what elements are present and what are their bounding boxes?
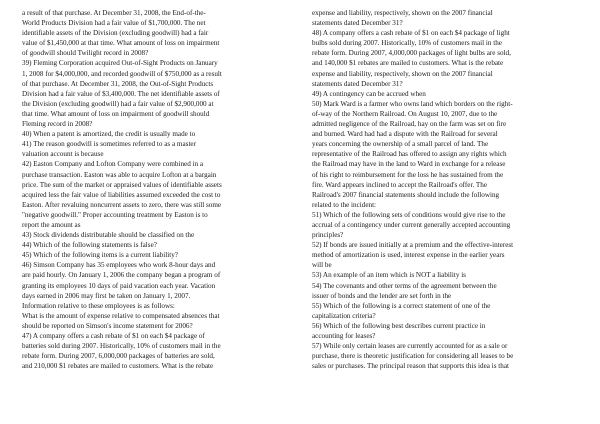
text-line: Information relative to these employees is as follows: [22, 301, 175, 310]
text-line: Railroad's 2007 financial statements should include the following [312, 190, 500, 199]
text-line: accrual of a contingency under current generally accepted accounting [312, 220, 511, 229]
text-line: the Division (excluding goodwill) had a fair value of $2,900,000 at [22, 99, 214, 108]
text-line: 54) The covenants and other terms of the agreement between the [312, 281, 497, 290]
text-line: and burned. Ward had had a dispute with the Railroad for several [312, 130, 498, 139]
right-text-column [312, 8, 570, 371]
text-line: fire. Ward appears inclined to accept the Railroad's offer. The [312, 180, 487, 189]
text-line: 56) Which of the following best describes current practice in [312, 321, 486, 330]
text-line: acquired less the fair value of liabilities assumed exceeded the cost to [22, 190, 221, 199]
text-line: accounting for leases? [312, 332, 376, 340]
text-line: the Railroad may have in the land to Ward in exchange for a release [312, 160, 506, 169]
text-line: identifiable assets of the Division (excluding goodwill) had a fair [22, 29, 209, 38]
text-line: a result of that purchase. At December 31, 2008, the End-of-the- [22, 9, 206, 17]
text-line: statements dated December 31? [312, 19, 403, 28]
text-line: related to the incident: [312, 200, 377, 209]
text-line: days earned in 2006 may first be taken on January 1, 2007. [22, 291, 191, 300]
text-line: 1, 2008 for $4,000,000, and recorded goodwill of $750,000 as a result [22, 69, 222, 78]
text-line: 43) Stock dividends distributable should be classified on the [22, 231, 195, 240]
text-line: 50) Mark Ward is a farmer who owns land which borders on the right- [312, 99, 513, 108]
text-line: 57) While only certain leases are currently accounted for as a sale or [312, 342, 508, 351]
text-line: 49) A contingency can be accrued when [312, 89, 426, 98]
text-line: batteries sold during 2007. Historically, 10% of customers mail in the [22, 342, 221, 351]
text-line: value of $1,450,000 at that time. What amount of loss on impairment [22, 39, 220, 48]
text-line: years concerning the ownership of a small parcel of land. The [312, 140, 489, 149]
text-line: expense and liability, respectively, shown on the 2007 financial [312, 9, 493, 17]
text-line: 46) Simson Company has 35 employees who work 8-hour days and [22, 261, 216, 270]
text-line: "negative goodwill." Proper accounting treatment by Easton is to [22, 210, 208, 219]
text-line: will be [312, 261, 332, 270]
text-line: What is the amount of expense relative to compensated absences that [22, 311, 220, 320]
text-line: 39) Fleming Corporation acquired Out-of-Sight Products on January [22, 59, 218, 68]
text-line: purchase, there is theoretic justification for considering all leases to be [312, 352, 514, 361]
text-line: method of amortization is used, interest expense in the earlier years [312, 251, 505, 260]
text-line: rebate form. During 2007, 4,000,000 packages of light bulbs are sold, [312, 49, 511, 58]
text-line: Fleming record in 2008? [22, 120, 93, 129]
text-line: World Products Division had a fair value of $1,700,000. The net [22, 19, 206, 28]
text-line: are paid hourly. On January 1, 2006 the company began a program of [22, 271, 221, 280]
text-line: that time. What amount of loss on impairment of goodwill should [22, 109, 210, 118]
text-line: purchase transaction. Easton was able to acquire Lofton at a bargain [22, 170, 217, 179]
text-line: report the amount as [22, 220, 81, 229]
text-line: 47) A company offers a cash rebate of $1 on each $4 package of [22, 332, 205, 340]
text-line: 52) If bonds are issued initially at a premium and the effective-interest [312, 241, 514, 250]
text-line: issuer of bonds and the lender are set forth in the [312, 291, 452, 300]
text-line: price. The sum of the market or appraised values of identifiable assets [22, 180, 222, 189]
text-line: valuation account is because [22, 150, 104, 159]
text-line: granting its employees 10 days of paid vacation each year. Vacation [22, 281, 216, 290]
text-line: and 210,000 $1 rebates are mailed to customers. What is the rebate [22, 362, 214, 371]
text-line: 45) Which of the following items is a current liability? [22, 251, 178, 260]
text-line: 41) The reason goodwill is sometimes referred to as a master [22, 140, 196, 149]
text-line: Division had a fair value of $3,400,000. The net identifiable assets of [22, 89, 220, 98]
text-line: capitalization criteria? [312, 311, 376, 320]
text-line: Easton. After revaluing noncurrent assets to zero, there was still some [22, 200, 222, 209]
text-line: 48) A company offers a cash rebate of $1 on each $4 package of light [312, 29, 510, 38]
left-text-column [22, 8, 280, 371]
text-line: 42) Easton Company and Lofton Company were combined in a [22, 160, 204, 169]
text-line: of that purchase. At December 31, 2008, the Out-of-Sight Products [22, 79, 214, 88]
text-line: 44) Which of the following statements is false? [22, 241, 157, 250]
text-line: bulbs sold during 2007. Historically, 10% of customers mail in the [312, 39, 502, 48]
text-line: representative of the Railroad has offered to assign any rights which [312, 150, 507, 159]
text-line: of-way of the Northern Railroad. On August 10, 2007, due to the [312, 109, 498, 118]
text-line: should be reported on Simson's income statement for 2006? [22, 321, 193, 330]
text-line: principles? [312, 231, 344, 240]
text-line: 53) An example of an item which is NOT a liability is [312, 271, 466, 280]
text-line: sales or purchases. The principal reason that supports this idea is that [312, 362, 509, 371]
text-line: expense and liability, respectively, shown on the 2007 financial [312, 69, 493, 78]
text-line: 51) Which of the following sets of conditions would give rise to the [312, 210, 506, 219]
text-line: 40) When a patent is amortized, the credit is usually made to [22, 130, 196, 139]
text-line: of his right to reimbursement for the loss he has sustained from the [312, 170, 504, 179]
text-line: rebate form. During 2007, 6,000,000 packages of batteries are sold, [22, 352, 215, 361]
text-line: and 140,000 $1 rebates are mailed to customers. What is the rebate [312, 59, 504, 68]
text-line: of goodwill should Twilight record in 2008? [22, 49, 149, 58]
text-line: 55) Which of the following is a correct statement of one of the [312, 301, 491, 310]
text-line: admitted negligence of the Railroad, hay on the farm was set on fire [312, 120, 507, 129]
text-line: statements dated December 31? [312, 79, 403, 88]
